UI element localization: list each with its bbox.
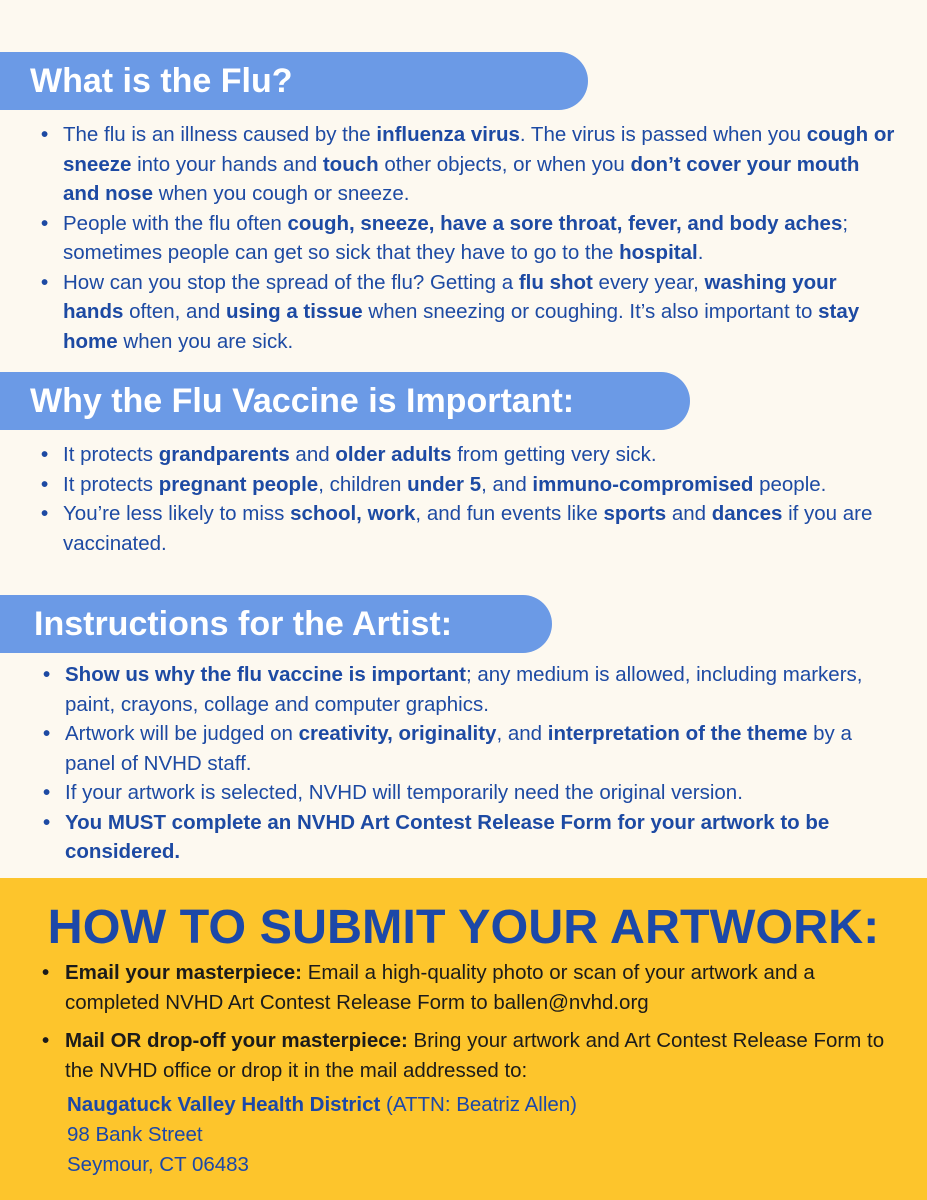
list-item bbox=[38, 1026, 908, 1086]
text-run: It protects bbox=[63, 443, 159, 466]
text-run: , and bbox=[481, 472, 533, 496]
bold-text: stay home bbox=[63, 300, 860, 353]
address-line-street: 98 Bank Street bbox=[67, 1123, 203, 1146]
text-run: The flu is an illness caused by the bbox=[63, 123, 377, 146]
list-item bbox=[36, 268, 896, 357]
submit-heading: HOW TO SUBMIT YOUR ARTWORK: bbox=[47, 900, 880, 954]
text-run: into your hands and bbox=[131, 152, 323, 176]
list-item bbox=[38, 808, 898, 867]
bold-text: under 5 bbox=[407, 472, 482, 496]
mailing-address bbox=[67, 1090, 577, 1180]
text-run: , and bbox=[496, 722, 548, 745]
text-run: ; sometimes people can get so sick that they have to go to the bbox=[63, 211, 849, 264]
list-item bbox=[38, 660, 898, 719]
text-run: It protects bbox=[63, 472, 159, 496]
text-run: , and fun events like bbox=[415, 502, 604, 525]
bold-text: immuno-compromised bbox=[532, 472, 754, 496]
text-run: people. bbox=[753, 472, 827, 496]
list-item bbox=[38, 719, 898, 778]
bold-text: flu shot bbox=[518, 270, 593, 294]
bold-text: You MUST complete an NVHD Art Contest Release Form for your artwork to be considered. bbox=[65, 810, 830, 863]
bold-text: influenza virus bbox=[376, 123, 520, 146]
text-run: if you are vaccinated. bbox=[63, 502, 873, 555]
bold-text: Show us why the flu vaccine is important bbox=[65, 663, 466, 686]
bold-text: hospital bbox=[619, 241, 698, 264]
heading-text: Why the Flu Vaccine is Important: bbox=[30, 382, 575, 420]
attn-text: (ATTN: Beatriz Allen) bbox=[380, 1093, 578, 1116]
text-run: when you cough or sneeze. bbox=[153, 182, 410, 205]
text-run: when sneezing or coughing. It’s also important to bbox=[362, 300, 819, 323]
text-run: every year, bbox=[592, 270, 705, 294]
bold-text: creativity, originality bbox=[298, 722, 497, 745]
bold-text: cough or sneeze bbox=[63, 123, 895, 176]
heading-text: What is the Flu? bbox=[30, 62, 293, 100]
bold-text: school, work bbox=[290, 502, 416, 525]
text-run: often, and bbox=[123, 300, 226, 323]
bold-text: cough, sneeze, have a sore throat, fever, and body aches bbox=[287, 211, 843, 235]
artist-instructions-list bbox=[38, 660, 898, 867]
text-run: , children bbox=[318, 472, 408, 496]
list-item bbox=[36, 120, 896, 209]
vaccine-reasons-list bbox=[36, 440, 896, 558]
text-run: from getting very sick. bbox=[451, 443, 657, 466]
text-run: and bbox=[289, 443, 336, 466]
list-item bbox=[36, 440, 896, 470]
bold-text: using a tissue bbox=[225, 300, 363, 323]
text-run: Artwork will be judged on bbox=[65, 722, 299, 745]
list-item bbox=[38, 958, 908, 1018]
text-run: You’re less likely to miss bbox=[63, 502, 291, 525]
text-run: Bring your artwork and Art Contest Release Form to the NVHD office or drop it in the mail addressed to: bbox=[65, 1029, 885, 1082]
bold-text: washing your hands bbox=[63, 270, 837, 323]
bold-text: grandparents bbox=[158, 443, 290, 466]
bold-text: Mail OR drop-off your masterpiece: bbox=[65, 1029, 408, 1052]
list-item bbox=[36, 209, 896, 268]
bold-text: sports bbox=[603, 502, 667, 525]
bold-text: interpretation of the theme bbox=[547, 722, 808, 745]
list-item bbox=[36, 499, 896, 558]
text-run: and bbox=[666, 502, 712, 525]
text-run: when you are sick. bbox=[117, 329, 294, 353]
list-item bbox=[38, 778, 898, 808]
bold-text: pregnant people bbox=[158, 472, 319, 496]
list-item bbox=[36, 470, 896, 500]
bold-text: older adults bbox=[335, 443, 452, 466]
address-line-org bbox=[67, 1090, 577, 1120]
text-run: other objects, or when you bbox=[378, 152, 631, 176]
heading-text: Instructions for the Artist: bbox=[34, 605, 453, 643]
text-run: Email a high-quality photo or scan of your artwork and a completed NVHD Art Contest Release Form to ballen@nvhd.org bbox=[65, 961, 815, 1014]
bold-text: touch bbox=[322, 152, 379, 176]
text-run: How can you stop the spread of the flu? Getting a bbox=[63, 270, 519, 294]
bold-text: dances bbox=[711, 502, 783, 525]
section-heading-what-is-flu bbox=[0, 52, 588, 110]
text-run: . bbox=[697, 241, 704, 264]
section-heading-why-vaccine bbox=[0, 372, 690, 430]
submit-methods-list bbox=[38, 958, 908, 1094]
address-line-city: Seymour, CT 06483 bbox=[67, 1153, 249, 1176]
text-run: by a panel of NVHD staff. bbox=[65, 722, 852, 775]
text-run: If your artwork is selected, NVHD will temporarily need the original version. bbox=[65, 781, 743, 804]
flu-facts-list bbox=[36, 120, 896, 356]
bold-text: don’t cover your mouth and nose bbox=[63, 152, 860, 205]
text-run: People with the flu often bbox=[63, 211, 288, 235]
text-run: ; any medium is allowed, including markers, paint, crayons, collage and computer graphics. bbox=[65, 663, 863, 716]
section-heading-artist-instructions bbox=[0, 595, 552, 653]
bold-text: Email your masterpiece: bbox=[65, 961, 302, 984]
org-name: Naugatuck Valley Health District bbox=[67, 1093, 381, 1116]
text-run: . The virus is passed when you bbox=[519, 123, 807, 146]
